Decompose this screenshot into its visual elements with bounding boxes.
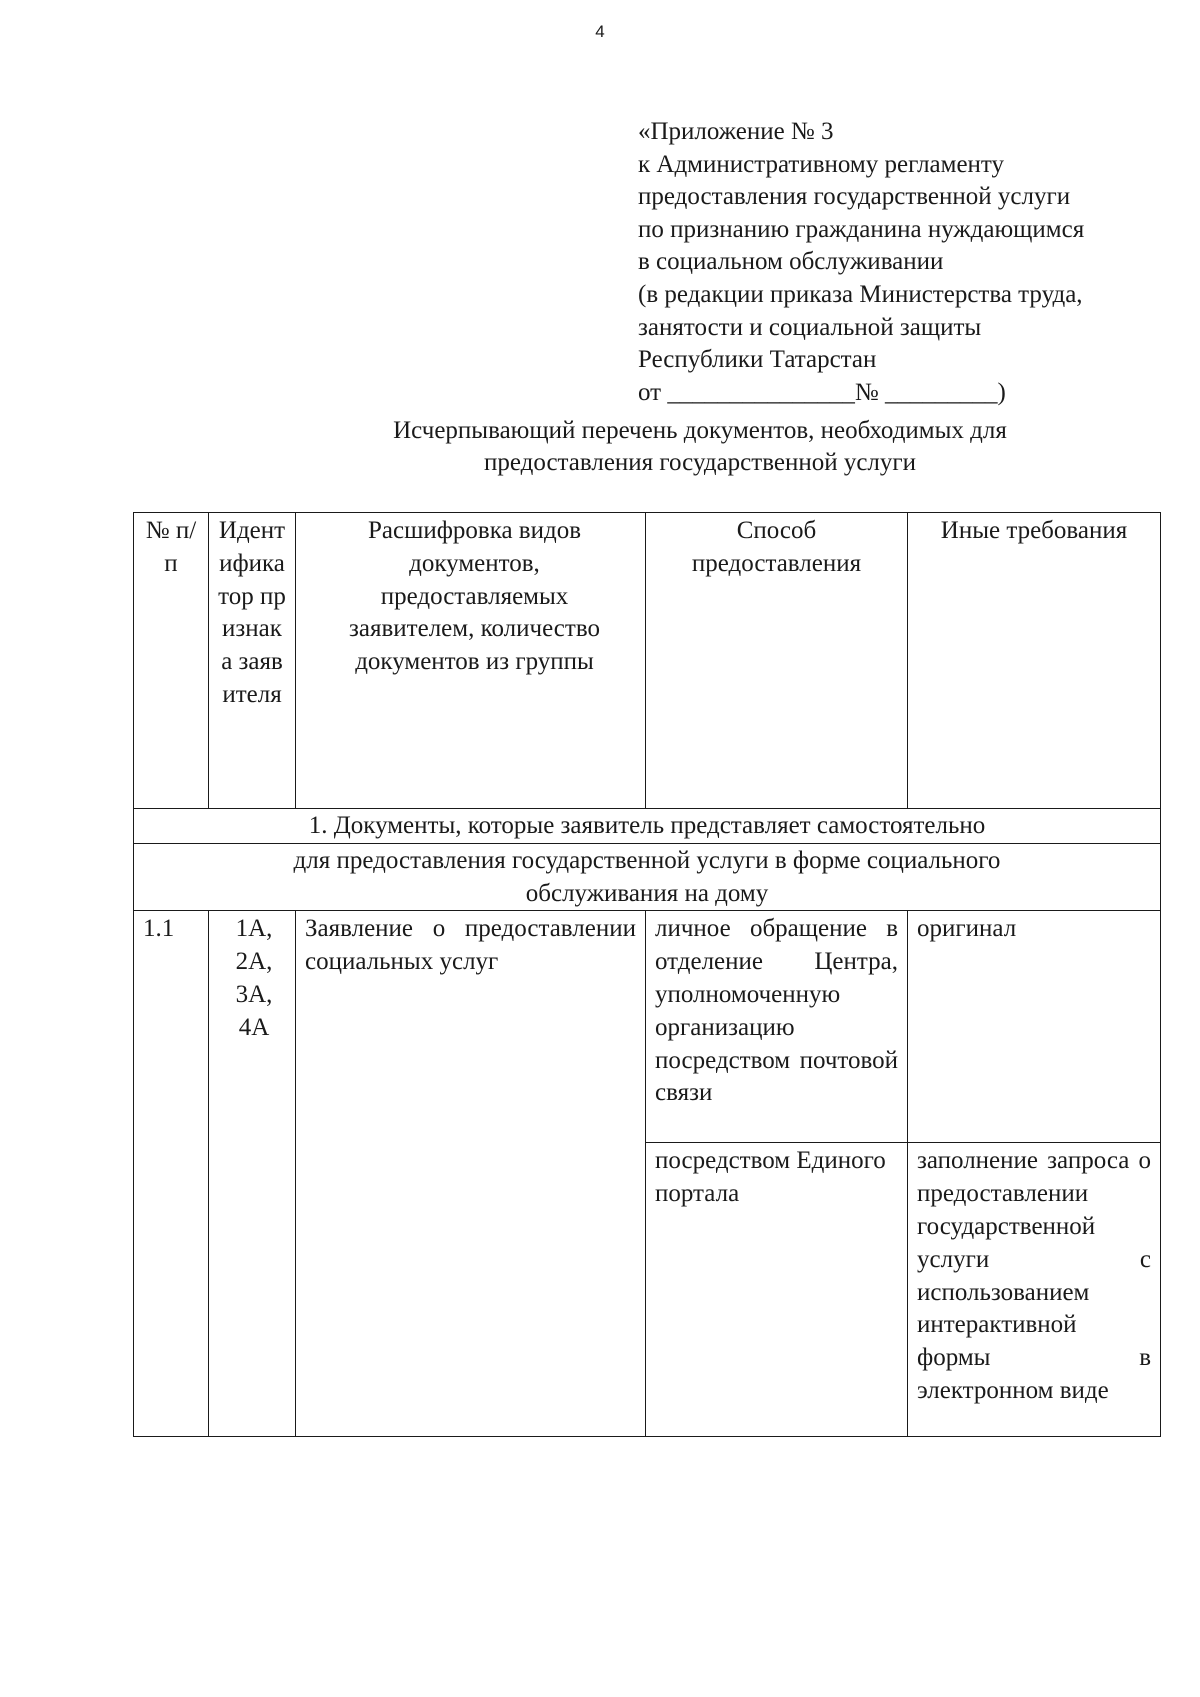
row-requirement-electronic-form: заполнение запроса о предоставлении государственной услуги с использованием интерактивной формы в электронном виде — [908, 1143, 1161, 1437]
document-title-line-2: предоставления государственной услуги — [483, 449, 917, 476]
appendix-line: в социальном обслуживании — [638, 248, 944, 276]
section-heading-line-1: 1. Документы, которые заявитель представляет самостоятельно — [134, 809, 1161, 844]
table-header-row — [134, 513, 1161, 809]
document-title — [130, 415, 1200, 479]
appendix-line: по признанию гражданина нуждающимся — [638, 215, 1085, 243]
appendix-header — [638, 116, 1158, 409]
document-title-line-1: Исчерпывающий перечень документов, необходимых для — [393, 417, 1007, 444]
header-submission-method: Способ предоставления — [646, 513, 908, 809]
row-requirement-original: оригинал — [908, 911, 1161, 1143]
appendix-line: «Приложение № 3 — [638, 118, 834, 145]
appendix-line: занятости и социальной защиты — [638, 313, 982, 341]
header-other-requirements: Иные требования — [908, 513, 1161, 809]
header-number: № п/п — [134, 513, 209, 809]
header-applicant-identifier: Идентификатор признака заявителя — [209, 513, 296, 809]
row-document-name: Заявление о предоставлении социальных услуг — [296, 911, 646, 1437]
row-applicant-identifiers: 1А, 2А, 3А, 4А — [209, 911, 296, 1437]
appendix-line: (в редакции приказа Министерства труда, — [638, 280, 1083, 308]
row-number: 1.1 — [134, 911, 209, 1437]
appendix-line: к Административному регламенту — [638, 150, 1005, 178]
documents-table — [133, 512, 1161, 1437]
row-method-in-person: личное обращение в отделение Центра, уполномоченную организацию посредством почтовой связи — [646, 911, 908, 1143]
row-method-portal: посредством Единого портала — [646, 1143, 908, 1437]
section-row-2 — [134, 843, 1161, 911]
appendix-line: предоставления государственной услуги — [638, 183, 1071, 211]
table-row — [134, 911, 1161, 1143]
section-row-1 — [134, 809, 1161, 844]
section-heading-line-2: для предоставления государственной услуги в форме социального обслуживания на дому — [134, 843, 1161, 911]
header-document-types: Расшифровка видов документов, предоставляемых заявителем, количество документов из группы — [296, 513, 646, 809]
appendix-line: от _______________№ _________) — [638, 378, 1006, 406]
appendix-line: Республики Татарстан — [638, 346, 877, 374]
page-number: 4 — [595, 22, 605, 41]
